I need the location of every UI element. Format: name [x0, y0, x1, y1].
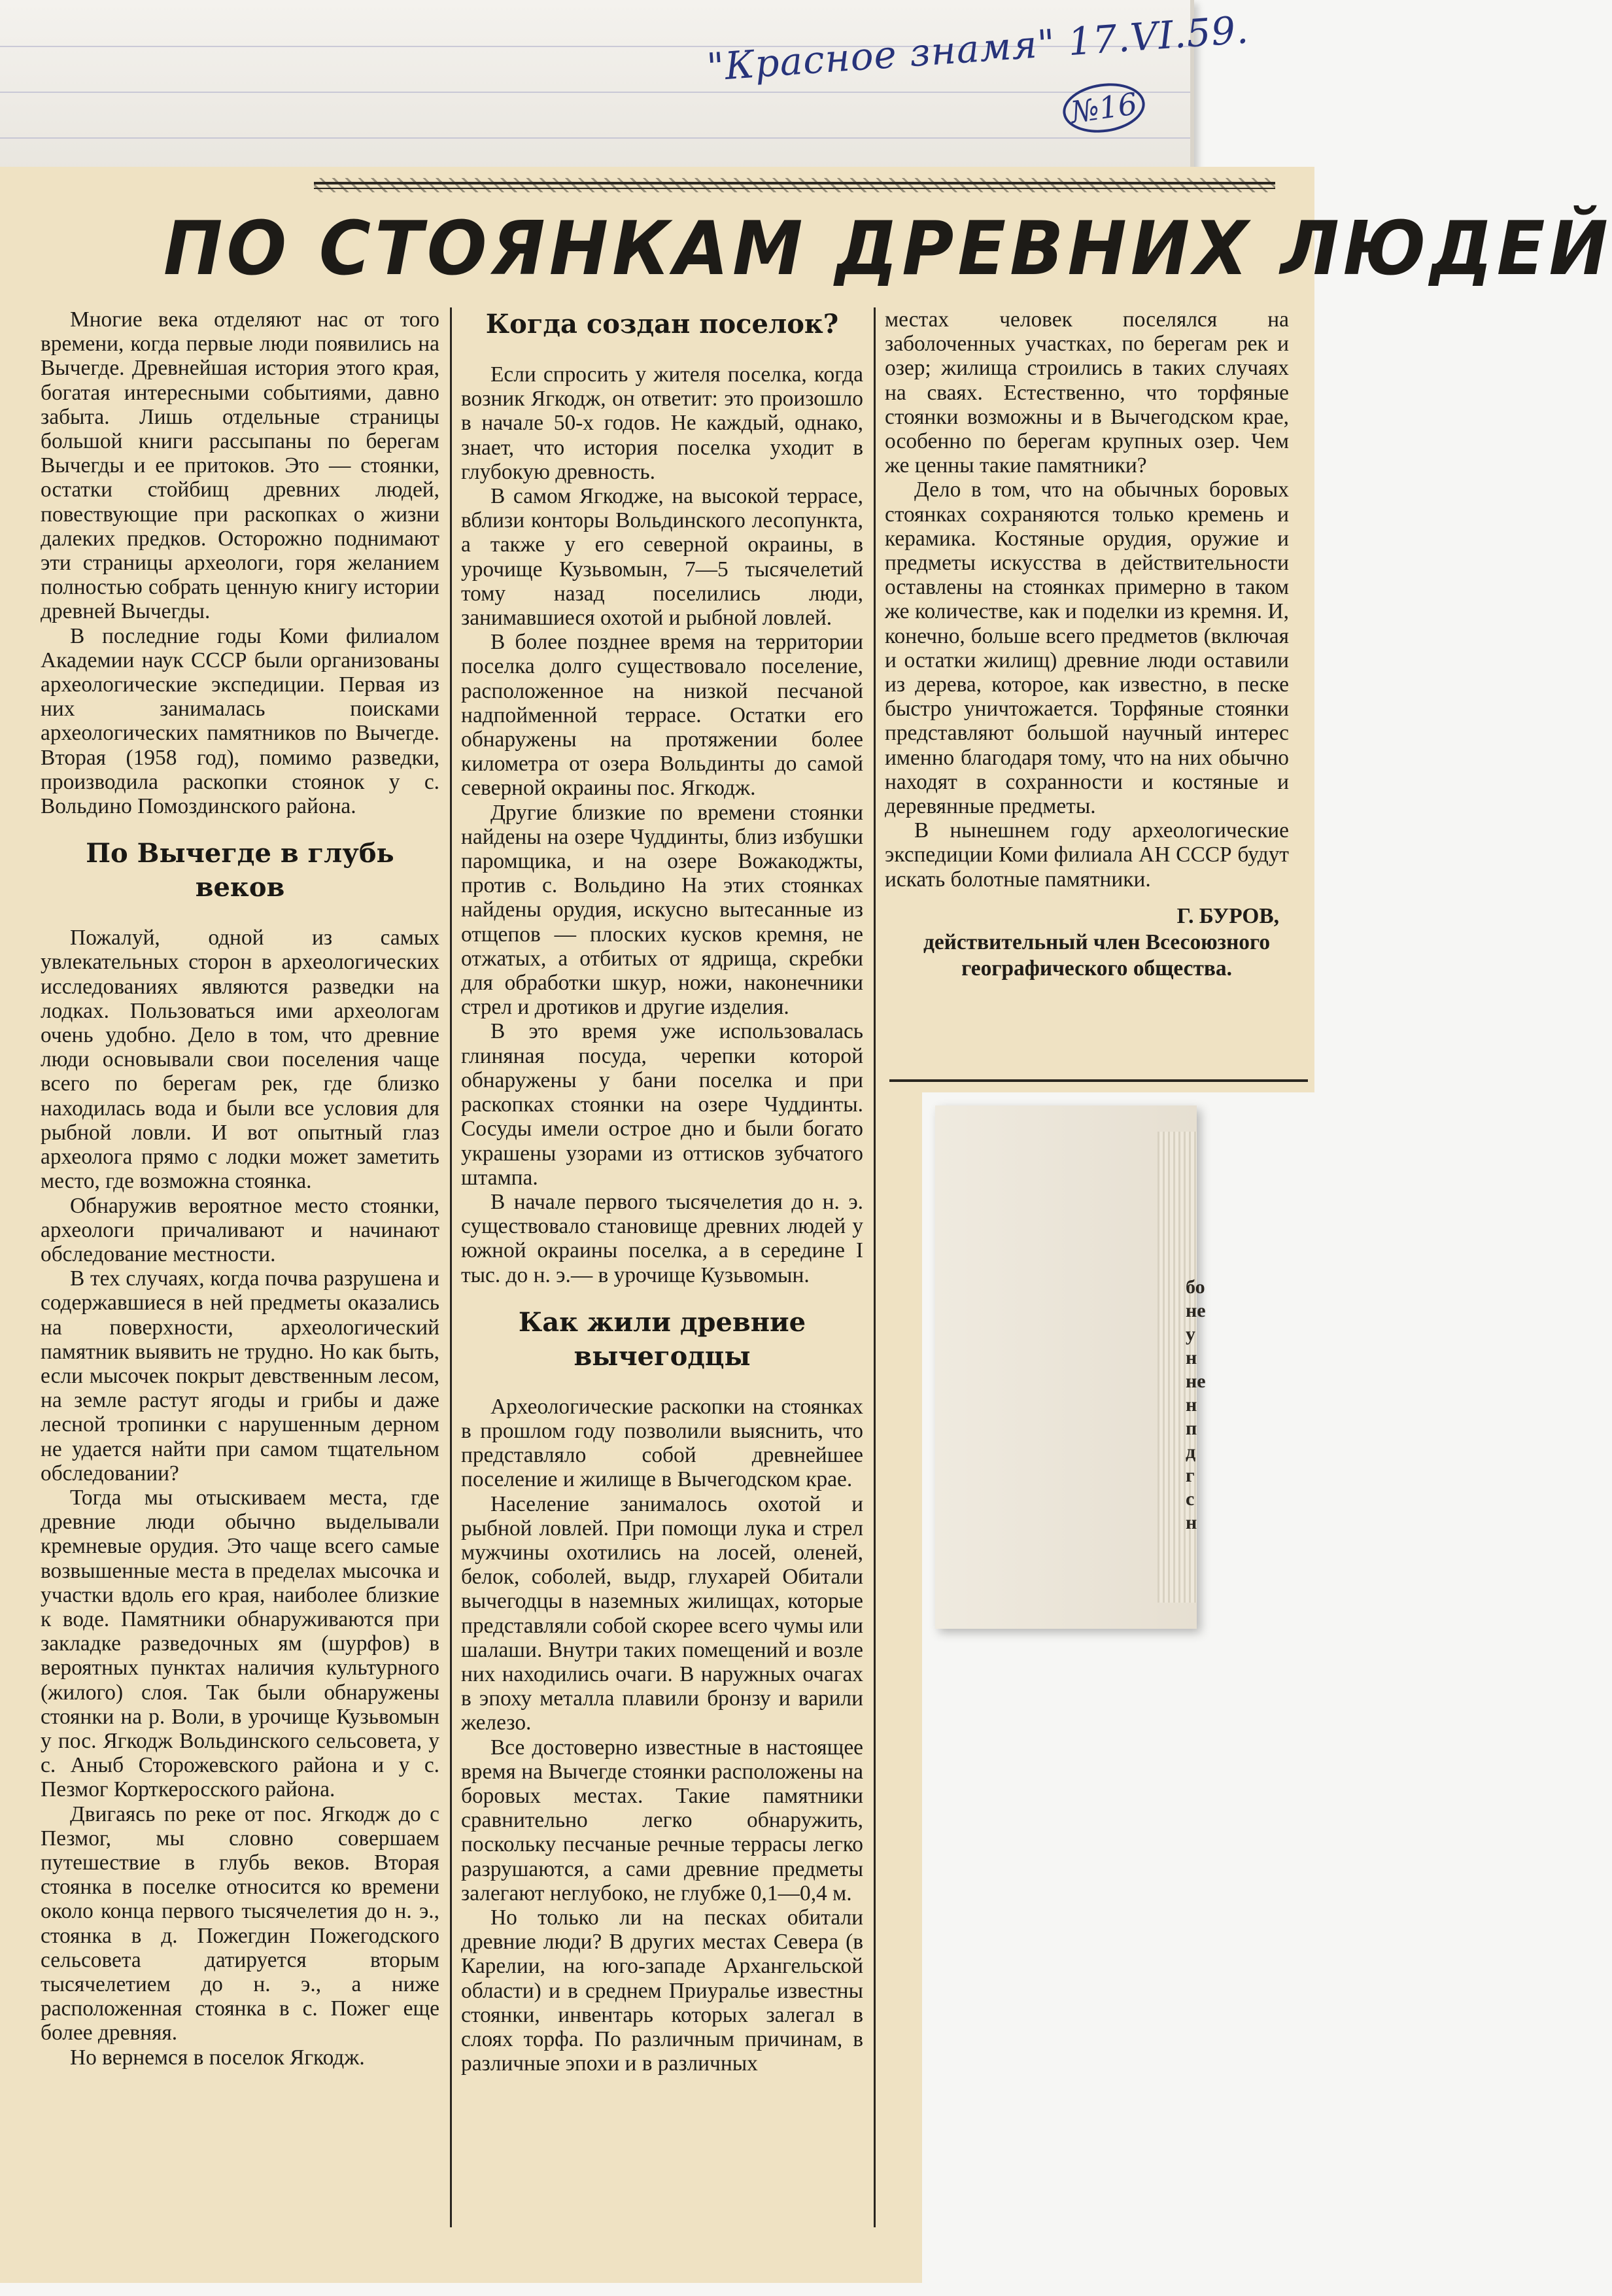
author-signature — [885, 903, 1289, 982]
paragraph: Дело в том, что на обычных боровых стоянках сохраняются только кремень и керамика. Костяные орудия, оружие и предметы искусства в действительности оставлены на стоянках примерно в таком же количестве, как и поделки из кремня. И, конечно, больше всего предметов (включая и остатки жилищ) древние люди оставили из дерева, которое, как известно, в песке быстро уничтожается. Торфяные стоянки представляют большой научный интерес именно благодаря тому, что на них обычно находят в сохранности и костяные и деревянные предметы. — [885, 478, 1289, 819]
paragraph: В более позднее время на территории поселка долго существовало поселение, расположенное на низкой песчаной надпойменной террасе. Остатки его обнаружены на протяжении более километра от озера Вольдинты до самой северной окраины пос. Ягкодж. — [461, 630, 863, 801]
paragraph: местах человек поселялся на заболоченных участках, по берегам рек и озер; жилища строились в таких случаях на сваях. Естественно, что торфяные стоянки возможны и в Вычегодском крае, особенно по берегам крупных озер. Чем же ценны такие памятники? — [885, 307, 1289, 478]
paragraph: Археологические раскопки на стоянках в прошлом году позволили выяснить, что представляло собой древнейшее поселение и жилище в Вычегодском крае. — [461, 1394, 863, 1492]
column-2 — [461, 307, 863, 2076]
author-title: действительный член Всесоюзного географического общества. — [923, 930, 1271, 981]
paragraph: Если спросить у жителя поселка, когда возник Ягкодж, он ответит: это произошло в начале 50-х годов. Не каждый, однако, знает, что история поселка уходит в глубокую древность. — [461, 362, 863, 484]
paragraph: В последние годы Коми филиалом Академии наук СССР были организованы археологические экспедиции. Первая из них занималась поисками археологических памятников по Вычегде. Вторая (1958 год), помимо разведки, производила раскопки стоянок у с. Вольдино Помоздинского района. — [41, 623, 439, 819]
issue-number-mark: №16 — [1059, 78, 1148, 138]
paragraph: Пожалуй, одной из самых увлекательных сторон в археологических исследованиях являются разведки на лодках. Пользоваться ими археологам очень удобно. Дело в том, что древние люди основывали свои поселения чаще всего по берегам рек, где близко находилась вода и были все условия для рыбной ловли. И вот опытный глаз археолога прямо с лодки может заметить место, где возможна стоянка. — [41, 926, 439, 1194]
paragraph: Но только ли на песках обитали древние люди? В других местах Севера (в Карелии, на юго-западе Архангельской области) и в среднем Приуралье известны стоянки, инвентарь которых залегал в слоях торфа. По различным причинам, в различные эпохи и в различных — [461, 1905, 863, 2076]
paragraph: Население занималось охотой и рыбной ловлей. При помощи лука и стрел мужчины охотились на лосей, оленей, белок, соболей, выдр, глухарей Обитали вычегодцы в наземных жилищах, которые представляли собой скорее всего чумы или шалаши. Внутри таких помещений и возле них находились очаги. В наружных очагах в эпоху металла плавили бронзу и варили железо. — [461, 1491, 863, 1735]
paragraph: В самом Ягкодже, на высокой террасе, вблизи конторы Вольдинского лесопункта, а также у его северной окраины, в урочище Кузьвомын, 7—5 тысячелетий тому назад поселились люди, занимавшиеся охотой и рыбной ловлей. — [461, 484, 863, 631]
column-divider-1 — [450, 307, 452, 2227]
paragraph: Другие близкие по времени стоянки найдены на озере Чуддинты, близ избушки паромщика, и на озере Вожакоджты, против с. Вольдино На этих стоянках найдены орудия, искусно вытесанные из отщепов — плоских кусков кремня, не отжатых, а отбитых от ядрища, скребки для обработки шкур, ножи, наконечники стрел и дротиков и другие изделия. — [461, 800, 863, 1020]
paragraph: Многие века отделяют нас от того времени, когда первые люди появились на Вычегде. Древнейшая история этого края, богатая интересными событиями, давно забыта. Лишь отдельные страницы большой книги рассыпаны по берегам Вычегды и ее притоков. Это — стоянки, остатки стойбищ древних людей, повествующие при раскопках о жизни далеких предков. Осторожно поднимают эти страницы археологи, горя желанием полностью собрать ценную книгу истории древней Вычегды. — [41, 307, 439, 624]
notebook-page-top — [0, 0, 1250, 172]
author-name: Г. БУРОВ, — [1176, 903, 1279, 928]
paragraph: В нынешнем году археологические экспедиции Коми филиала АН СССР будут искать болотные памятники. — [885, 818, 1289, 892]
subheading: Как жили древние вычегодцы — [518, 1306, 806, 1372]
headline-ornament — [314, 182, 1275, 191]
paragraph: Обнаружив вероятное место стоянки, археологи причаливают и начинают обследование местности. — [41, 1193, 439, 1266]
column-3 — [885, 307, 1289, 982]
paragraph: Все достоверно известные в настоящее время на Вычегде стоянки расположены на боровых местах. Такие памятники сравнительно легко обнаружить, поскольку песчаные речные террасы легко разрушаются, а сами древние предметы залегают неглубоко, не глубже 0,1—0,4 м. — [461, 1735, 863, 1905]
column-1 — [41, 307, 439, 2070]
paragraph: Тогда мы отыскиваем места, где древние люди обычно выделывали кремневые орудия. Это чаще всего самые возвышенные места в пределах мысочка и участки вдоль его края, наиболее близкие к воде. Памятники обнаруживаются при закладке разведочных ям (шурфов) в вероятных пунктах наличия культурного (жилого) слоя. Так были обнаружены стоянки на р. Воли, в урочище Кузьвомын у пос. Ягкодж Вольдинского сельсовета, у с. Аныб Сторожевского района и у с. Пезмог Корткеросского района. — [41, 1485, 439, 1802]
paragraph: В это время уже использовалась глиняная посуда, черепки которой обнаружены у бани поселка и при раскопках стоянки на озере Чуддинты. Сосуды имели острое дно и были богато украшены узорами из оттисков зубчатого штампа. — [461, 1019, 863, 1190]
paragraph: В тех случаях, когда почва разрушена и содержавшиеся в ней предметы оказались на поверхности, археологический памятник выявить не трудно. Но как быть, если мысочек покрыт девственным лесом, на земле растут ягоды и грибы и даже лесной тропинки с нарушенным дерном не удается найти при самом тщательном обследовании? — [41, 1266, 439, 1486]
subheading: Когда создан поселок? — [485, 309, 839, 339]
column-divider-2 — [874, 307, 876, 2227]
paragraph: В начале первого тысячелетия до н. э. существовало становище древних людей у южной окраины поселка, а в середине I тыс. до н. э.— в урочище Кузьвомын. — [461, 1189, 863, 1287]
article-end-rule — [889, 1079, 1308, 1082]
paragraph: Но вернемся в поселок Ягкодж. — [70, 2045, 365, 2070]
article-headline: ПО СТОЯНКАМ ДРЕВНИХ ЛЮДЕЙ — [163, 205, 1612, 292]
notebook-stack — [935, 1105, 1197, 1629]
paragraph: Двигаясь по реке от пос. Ягкодж до с Пезмог, мы словно совершаем путешествие в глубь веков. Вторая стоянка в поселке относится ко времени около конца первого тысячелетия до н. э., стоянка в д. Пожегдин Пожегодского сельсовета датируется вторым тысячелетием до н. э., а ниже расположенная стоянка в с. Пожег еще более древняя. — [41, 1801, 439, 2045]
subheading: По Вычегде в глубь веков — [86, 838, 394, 903]
cutoff-text-fragment: бо не у н не н п д г с н — [1186, 1276, 1206, 1533]
handwritten-note: "Красное знамя" 17.VI.59. — [705, 7, 1250, 90]
